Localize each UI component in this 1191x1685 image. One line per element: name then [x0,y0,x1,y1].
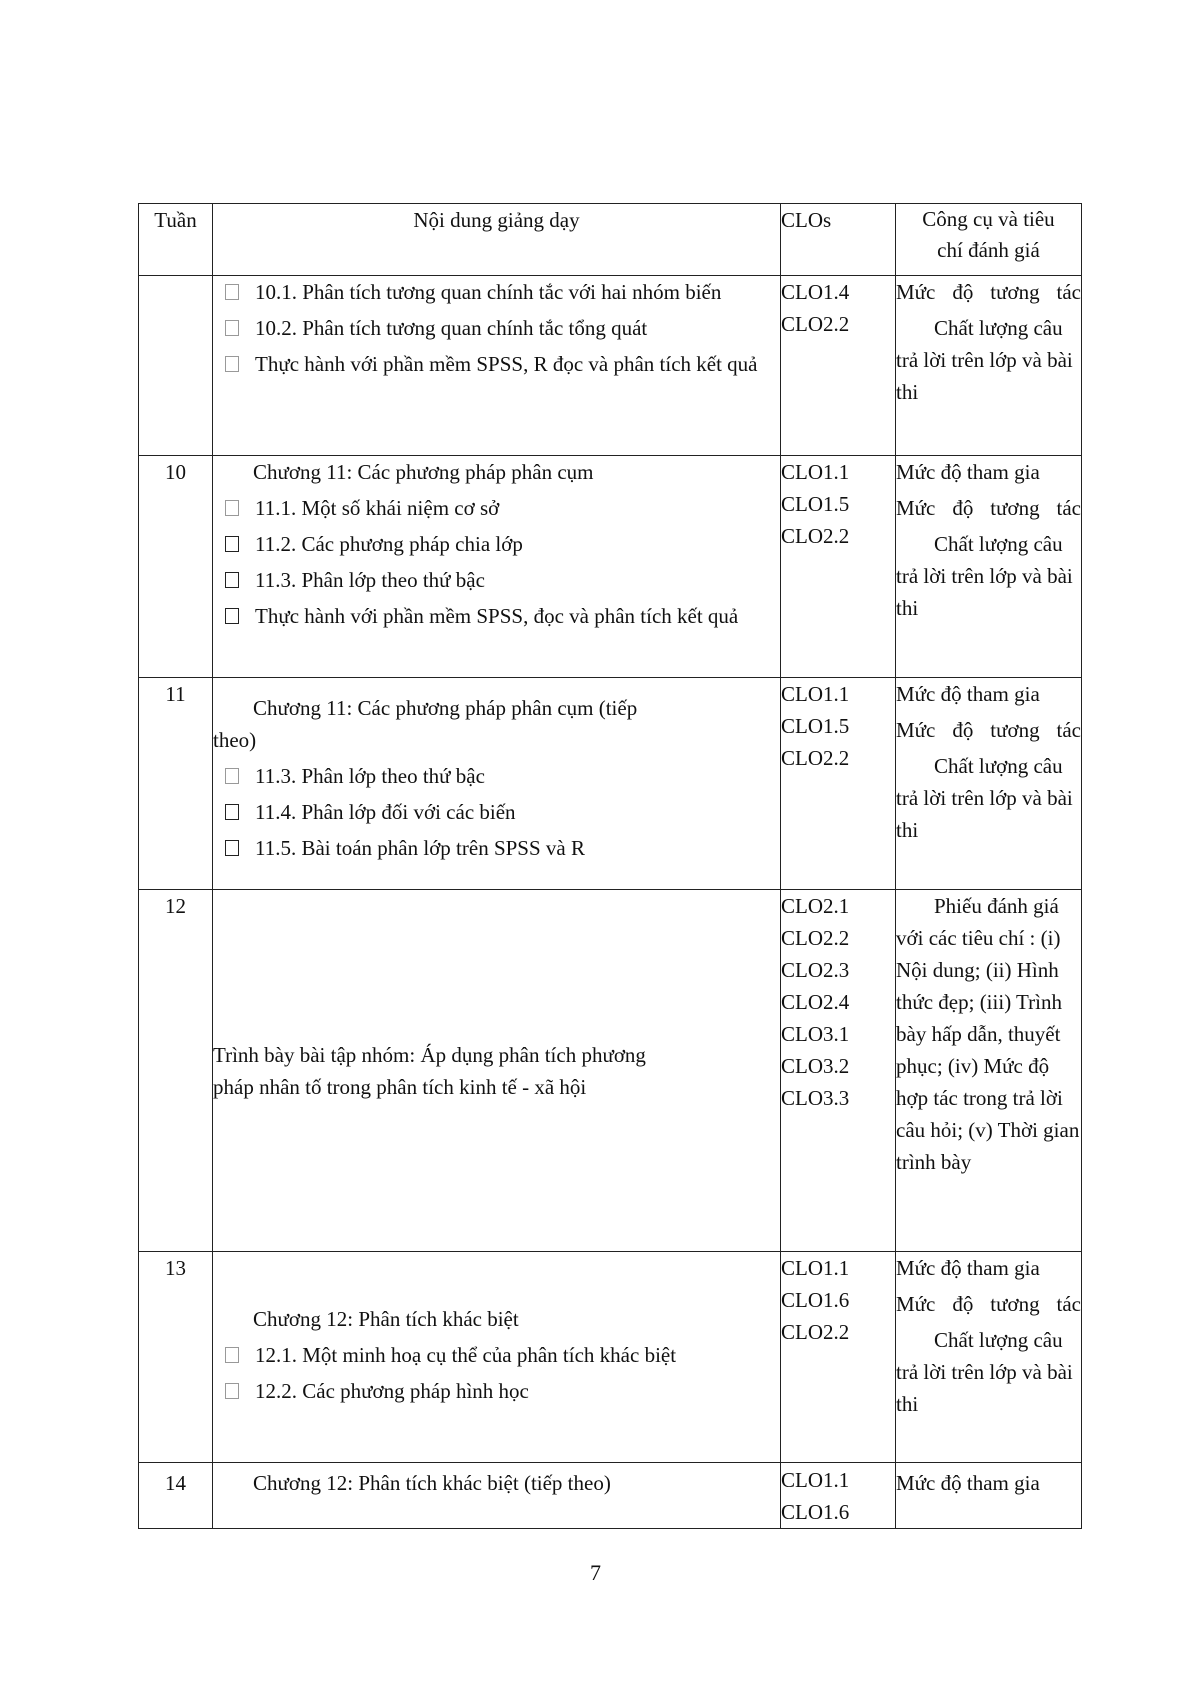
clos-cell: CLO1.1 CLO1.5 CLO2.2 [781,678,896,890]
list-item: 11.1. Một số khái niệm cơ sở [213,492,780,524]
list-item: 11.5. Bài toán phân lớp trên SPSS và R [213,832,780,864]
clos-cell: CLO2.1 CLO2.2 CLO2.3 CLO2.4 CLO3.1 CLO3.2 CLO3.3 [781,890,896,1252]
content-cell: Chương 12: Phân tích khác biệt (tiếp theo) [213,1463,781,1529]
content-cell: Chương 11: Các phương pháp phân cụm 11.1. Một số khái niệm cơ sở 11.2. Các phương pháp chia lớp 11.3. Phân lớp theo thứ bậc Thực hành với phần mềm SPSS, đọc và phân tích kết quả [213,456,781,678]
list-item: 11.2. Các phương pháp chia lớp [213,528,780,560]
table-row [139,276,1082,456]
tools-cell: Mức độ tham gia Mức độ tương tác Chất lượng câu trả lời trên lớp và bài thi [896,1252,1082,1463]
checkbox-icon [225,804,239,820]
tools-cell: Mức độ tham gia [896,1463,1082,1529]
checkbox-icon [225,284,239,300]
table-row [139,456,1082,678]
week-cell: 12 [139,890,213,1252]
tools-cell: Mức độ tham gia Mức độ tương tác Chất lượng câu trả lời trên lớp và bài thi [896,456,1082,678]
clos-cell: CLO1.1 CLO1.6 [781,1463,896,1529]
checkbox-icon [225,572,239,588]
week-cell: 10 [139,456,213,678]
tools-cell: Mức độ tham gia Mức độ tương tác Chất lượng câu trả lời trên lớp và bài thi [896,678,1082,890]
list-item: 11.3. Phân lớp theo thứ bậc [213,760,780,792]
list-item: Thực hành với phần mềm SPSS, R đọc và phân tích kết quả [213,348,780,380]
header-tools [896,204,1082,276]
header-clos: CLOs [781,204,896,276]
content-cell [213,276,781,456]
table-row [139,1252,1082,1463]
content-cell: Chương 12: Phân tích khác biệt 12.1. Một minh hoạ cụ thể của phân tích khác biệt 12.2. Các phương pháp hình học [213,1252,781,1463]
list-item: 12.2. Các phương pháp hình học [213,1375,780,1407]
header-tools-line2: chí đánh giá [937,238,1040,262]
tools-cell: Phiếu đánh giá với các tiêu chí : (i) Nội dung; (ii) Hình thức đẹp; (iii) Trình bày hấp dẫn, thuyết phục; (iv) Mức độ hợp tác trong trả lời câu hỏi; (v) Thời gian trình bày [896,890,1082,1252]
checkbox-icon [225,356,239,372]
header-content: Nội dung giảng dạy [213,204,781,276]
list-item: 10.2. Phân tích tương quan chính tắc tổng quát [213,312,780,344]
checkbox-icon [225,1347,239,1363]
week-cell: 14 [139,1463,213,1529]
checkbox-icon [225,536,239,552]
week-cell: 11 [139,678,213,890]
checkbox-icon [225,500,239,516]
header-tools-line1: Công cụ và tiêu [922,207,1055,231]
week-cell: 13 [139,1252,213,1463]
header-week: Tuần [139,204,213,276]
checkbox-icon [225,1383,239,1399]
list-item: 10.1. Phân tích tương quan chính tắc với hai nhóm biến [213,276,780,308]
clos-cell: CLO1.4 CLO2.2 [781,276,896,456]
checkbox-icon [225,320,239,336]
table-row [139,1463,1082,1529]
tools-cell: Mức độ tương tác Chất lượng câu trả lời trên lớp và bài thi [896,276,1082,456]
syllabus-table [138,203,1082,1529]
list-item: 11.4. Phân lớp đối với các biến [213,796,780,828]
content-cell: Chương 11: Các phương pháp phân cụm (tiếp theo) 11.3. Phân lớp theo thứ bậc 11.4. Phân lớp đối với các biến 11.5. Bài toán phân lớp trên SPSS và R [213,678,781,890]
content-cell: Trình bày bài tập nhóm: Áp dụng phân tích phương pháp nhân tố trong phân tích kinh tế - xã hội [213,890,781,1252]
clos-cell: CLO1.1 CLO1.5 CLO2.2 [781,456,896,678]
table-header-row [139,204,1082,276]
clos-cell: CLO1.1 CLO1.6 CLO2.2 [781,1252,896,1463]
checkbox-icon [225,608,239,624]
checkbox-icon [225,840,239,856]
week-cell [139,276,213,456]
page-number: 7 [590,1560,601,1585]
list-item: 12.1. Một minh hoạ cụ thể của phân tích khác biệt [213,1339,780,1371]
checkbox-icon [225,768,239,784]
list-item: Thực hành với phần mềm SPSS, đọc và phân tích kết quả [213,600,780,632]
table-row [139,678,1082,890]
list-item: 11.3. Phân lớp theo thứ bậc [213,564,780,596]
table-row [139,890,1082,1252]
